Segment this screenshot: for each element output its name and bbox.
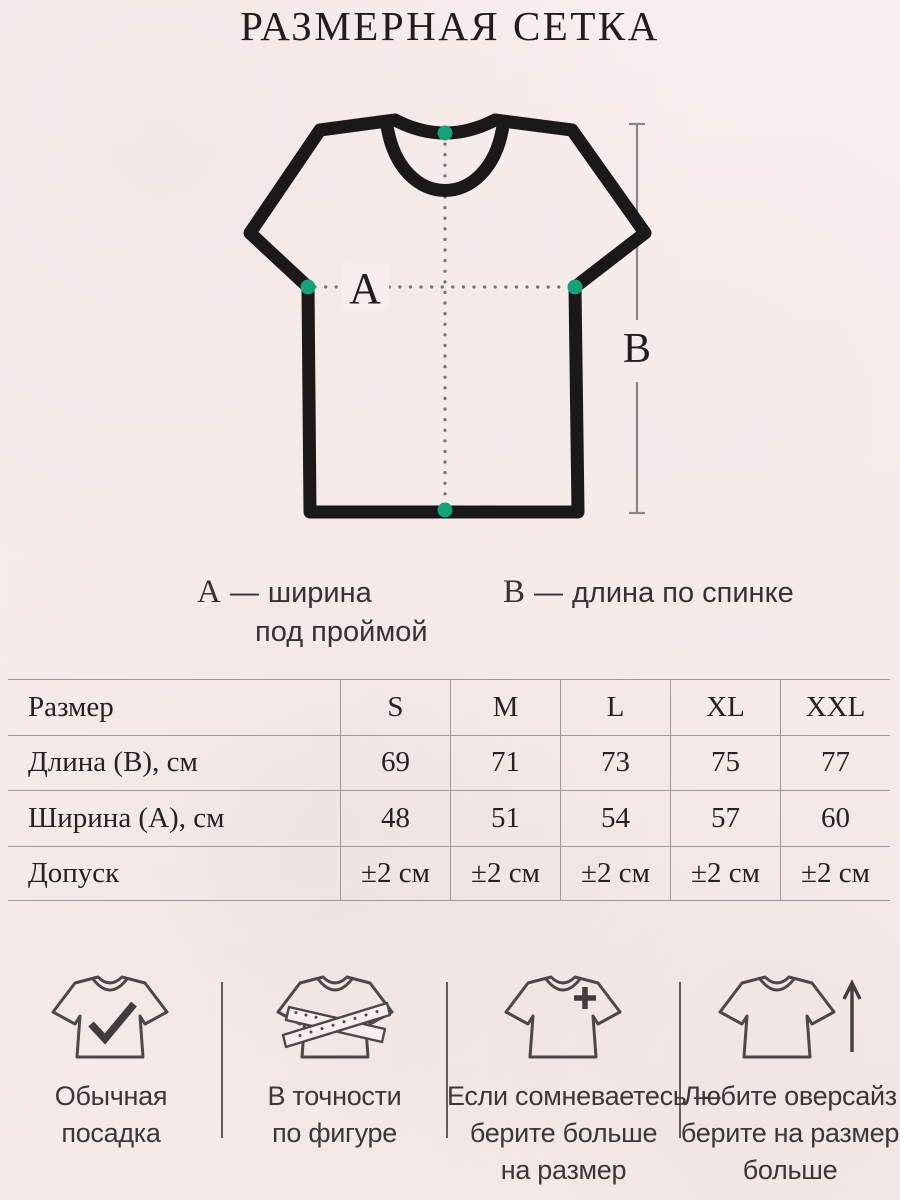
table-cell: 77 bbox=[780, 735, 890, 791]
table-cell: ±2 см bbox=[560, 846, 670, 902]
tip-caption-oversize: Любите оверсайз берите на размер больше bbox=[680, 1081, 900, 1185]
measure-line-b bbox=[629, 124, 645, 513]
table-row-label: Ширина (А), см bbox=[8, 790, 340, 846]
arrow-up-icon bbox=[844, 983, 860, 1052]
tshirt-tape-icon bbox=[269, 966, 401, 1068]
legend-width bbox=[197, 575, 428, 649]
legend-length bbox=[503, 575, 794, 610]
tshirt-measurement-diagram bbox=[235, 100, 665, 535]
diagram-label-a: A bbox=[349, 264, 381, 313]
legend-b-letter: В bbox=[503, 574, 526, 610]
table-cell: 75 bbox=[670, 735, 780, 791]
table-cell: 71 bbox=[450, 735, 560, 791]
table-cell: 57 bbox=[670, 790, 780, 846]
legend-a-text: ширина bbox=[267, 577, 372, 609]
size-table bbox=[8, 679, 890, 901]
legend-b-text: длина по спинке bbox=[572, 577, 794, 609]
table-cell: ±2 см bbox=[340, 846, 450, 902]
table-row-label: Допуск bbox=[8, 846, 340, 902]
tip-caption-size-up-if-unsure: Если сомневаетесь — берите больше на размер bbox=[447, 1081, 721, 1185]
table-cell: 54 bbox=[560, 790, 670, 846]
tshirt-outline bbox=[250, 120, 645, 512]
page-title: РАЗМЕРНАЯ СЕТКА bbox=[240, 3, 660, 49]
table-cell: ±2 см bbox=[450, 846, 560, 902]
table-cell: 48 bbox=[340, 790, 450, 846]
tshirt-check-icon bbox=[44, 966, 176, 1068]
table-cell: 51 bbox=[450, 790, 560, 846]
table-header-label: Размер bbox=[8, 679, 340, 735]
table-cell: 60 bbox=[780, 790, 890, 846]
table-row-label: Длина (В), см bbox=[8, 735, 340, 791]
table-cell: ±2 см bbox=[780, 846, 890, 902]
table-header-cell: XL bbox=[670, 679, 780, 735]
table-header-cell: XXL bbox=[780, 679, 890, 735]
table-header-cell: L bbox=[560, 679, 670, 735]
legend-b-dash: — bbox=[534, 577, 564, 609]
tshirt-arrow-icon bbox=[711, 966, 869, 1068]
table-cell: ±2 см bbox=[670, 846, 780, 902]
table-header-cell: M bbox=[450, 679, 560, 735]
tshirt-plus-icon bbox=[497, 966, 629, 1068]
diagram-label-b: B bbox=[622, 326, 652, 372]
table-cell: 69 bbox=[340, 735, 450, 791]
legend-a-text2: под проймой bbox=[255, 616, 428, 648]
tip-caption-true-to-size: В точности по фигуре bbox=[267, 1081, 402, 1148]
legend-a-letter: А bbox=[197, 574, 221, 610]
table-header-cell: S bbox=[340, 679, 450, 735]
legend-a-dash: — bbox=[229, 577, 259, 609]
table-cell: 73 bbox=[560, 735, 670, 791]
tip-caption-regular-fit: Обычная посадка bbox=[54, 1081, 168, 1148]
